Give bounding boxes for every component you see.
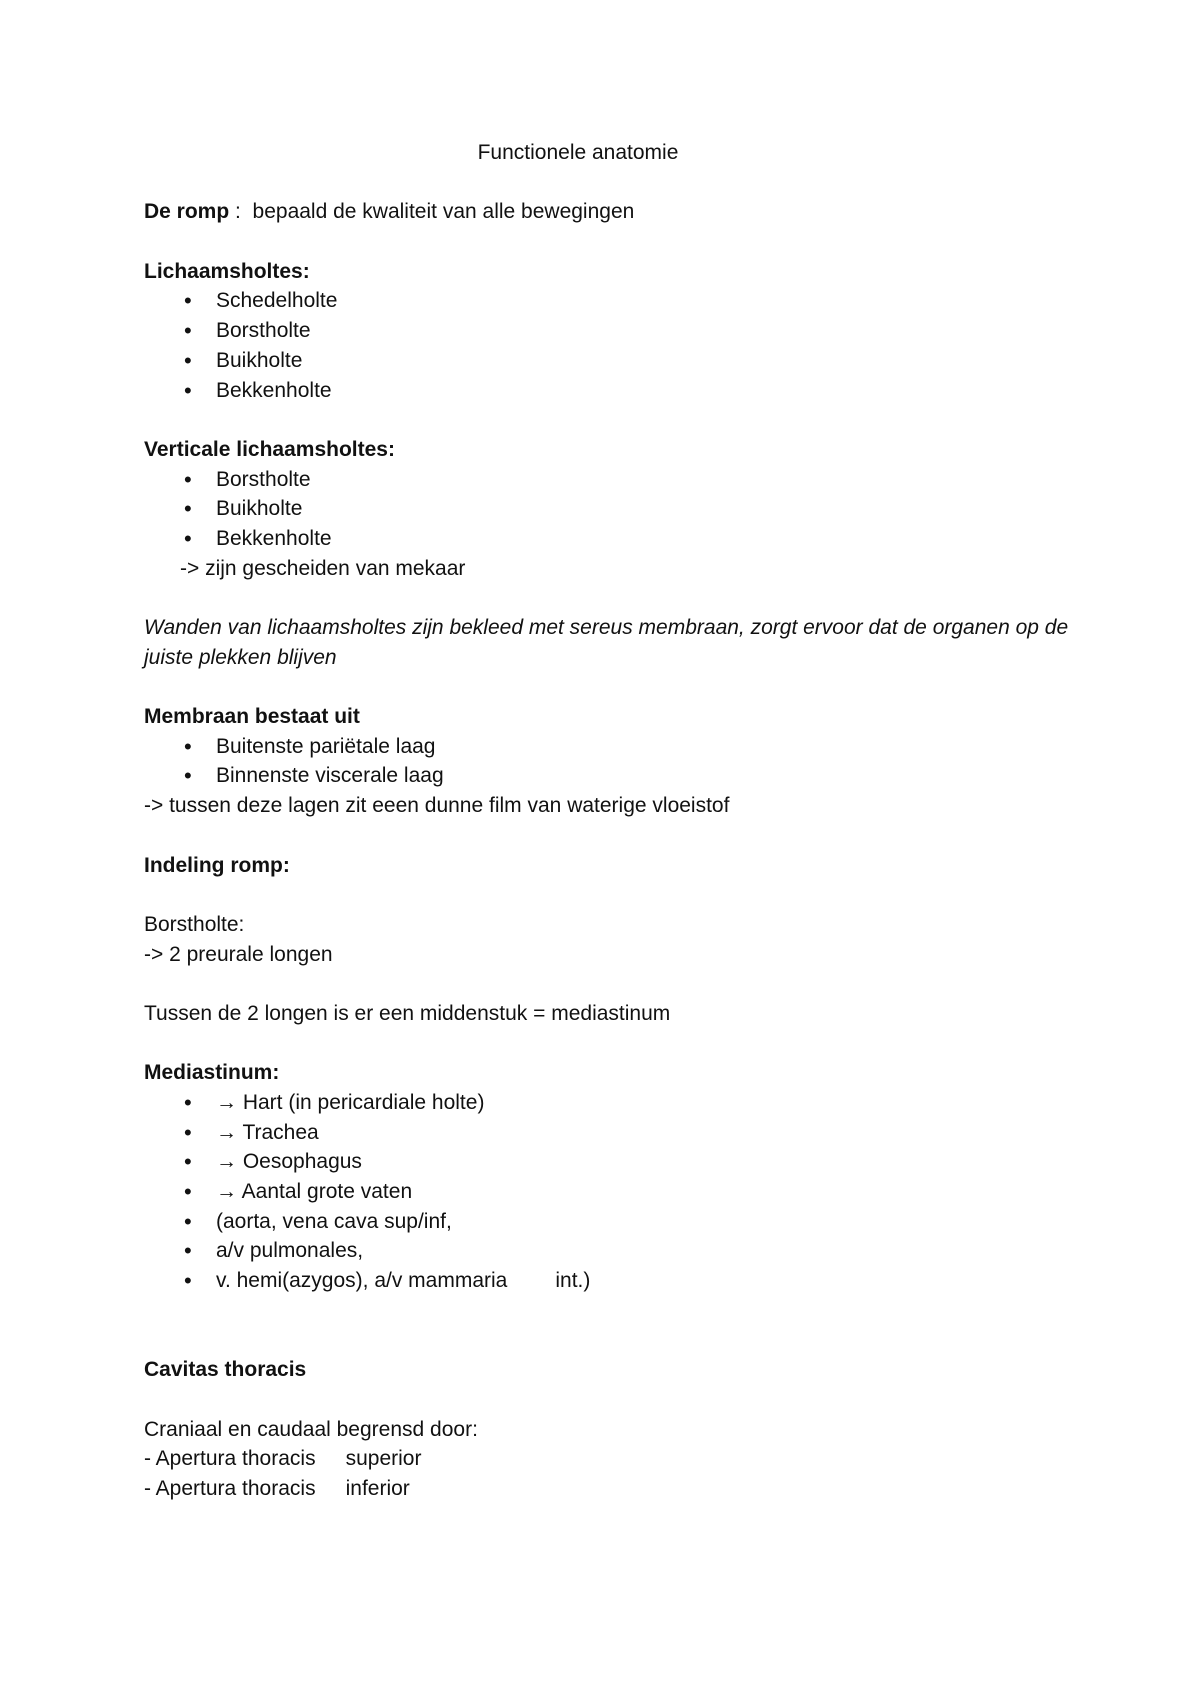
wanden-paragraph: Wanden van lichaamsholtes zijn bekleed met sereus membraan, zorgt ervoor dat de organen op de juiste plekken blijven [144,616,1069,669]
list-item: • → Aantal grote vaten [144,1177,1074,1207]
mediastinum-heading: Mediastinum: [144,1061,280,1085]
bullet-icon: • [184,377,192,403]
bullet-icon: • [184,1208,192,1234]
list-item: • Schedelholte [144,286,1074,316]
list-item: • Borstholte [144,465,1074,495]
list-item: • a/v pulmonales, [144,1236,1074,1266]
mediastinum-list [144,1088,1074,1296]
verticale-note: -> zijn gescheiden van mekaar [180,556,466,580]
list-item: • v. hemi(azygos), a/v mammaria int.) [144,1266,1074,1296]
membraan-heading: Membraan bestaat uit [144,705,360,729]
romp-separator: : [229,200,253,224]
list-item: • → Trachea [144,1118,1074,1148]
document-title: Functionele anatomie [477,141,679,164]
borstholte-note: -> 2 preurale longen [144,942,333,966]
bullet-icon: • [184,318,192,344]
list-item: • Bekkenholte [144,376,1074,406]
membraan-list [144,732,1074,791]
list-item: • Buitenste pariëtale laag [144,732,1074,762]
borstholte-heading: Borstholte: [144,912,245,936]
bullet-icon: • [184,288,192,314]
begrensd-heading: Craniaal en caudaal begrensd door: [144,1417,478,1441]
indeling-heading: Indeling romp: [144,853,290,877]
cavitas-heading: Cavitas thoracis [144,1358,307,1382]
bullet-icon: • [184,763,192,789]
begrensd-line-1: - Apertura thoracis superior [144,1447,422,1471]
bullet-icon: • [184,733,192,759]
verticale-list [144,465,1074,554]
bullet-icon: • [184,1268,192,1294]
bullet-icon: • [184,496,192,522]
list-item: • Binnenste viscerale laag [144,761,1074,791]
romp-label: De romp [144,200,230,224]
list-item: • → Hart (in pericardiale holte) [144,1088,1074,1118]
verticale-heading: Verticale lichaamsholtes: [144,437,395,461]
list-item: • Borstholte [144,316,1074,346]
bullet-icon: • [184,1119,192,1145]
list-item: • Buikholte [144,494,1074,524]
romp-paragraph [144,197,1074,227]
bullet-icon: • [184,1090,192,1116]
list-item: • → Oesophagus [144,1147,1074,1177]
begrensd-line-2: - Apertura thoracis inferior [144,1476,410,1500]
bullet-icon: • [184,347,192,373]
list-item: • (aorta, vena cava sup/inf, [144,1207,1074,1237]
bullet-icon: • [184,525,192,551]
lichaamsholtes-heading: Lichaamsholtes: [144,259,310,283]
tussen-paragraph: Tussen de 2 longen is er een middenstuk = mediastinum [144,1001,671,1025]
romp-text: bepaald de kwaliteit van alle bewegingen [252,200,635,224]
bullet-icon: • [184,1179,192,1205]
bullet-icon: • [184,1238,192,1264]
list-item: • Buikholte [144,346,1074,376]
bullet-icon: • [184,1149,192,1175]
membraan-note: -> tussen deze lagen zit eeen dunne film van waterige vloeistof [144,794,730,818]
bullet-icon: • [184,466,192,492]
list-item: • Bekkenholte [144,524,1074,554]
lichaamsholtes-list [144,286,1074,405]
document-page [144,138,1074,1504]
